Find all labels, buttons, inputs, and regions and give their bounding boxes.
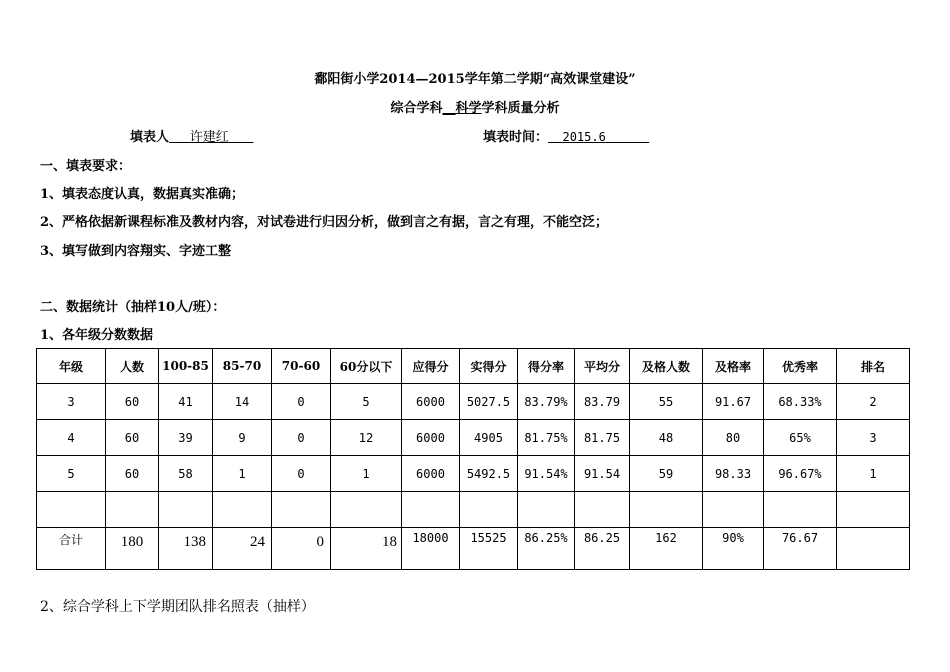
table-cell: 1 [331, 456, 402, 492]
table-cell: 76.67 [764, 528, 837, 570]
requirement-item: 2、严格依据新课程标准及教材内容，对试卷进行归因分析，做到言之有据，言之有理，不能空泛； [40, 215, 609, 230]
table-cell: 5027.5 [460, 384, 518, 420]
table-cell: 86.25 [575, 528, 630, 570]
table-cell [575, 492, 630, 528]
table-cell: 48 [630, 420, 703, 456]
table-cell: 及格率 [703, 349, 764, 384]
table-cell: 18 [331, 528, 402, 570]
table-cell: 0 [272, 456, 331, 492]
table-cell: 68.33% [764, 384, 837, 420]
table-cell: 6000 [402, 384, 460, 420]
table-cell: 81.75% [518, 420, 575, 456]
table-cell: 0 [272, 420, 331, 456]
filler-line [130, 126, 254, 145]
table-cell: 96.67% [764, 456, 837, 492]
table-cell: 3 [37, 384, 106, 420]
table-cell: 59 [630, 456, 703, 492]
table-cell: 90% [703, 528, 764, 570]
table-row [37, 384, 910, 420]
table-cell [518, 492, 575, 528]
document-subtitle [0, 97, 950, 116]
table-cell: 5492.5 [460, 456, 518, 492]
table-cell [460, 492, 518, 528]
table-cell: 65% [764, 420, 837, 456]
grade-score-table [36, 348, 910, 570]
subtitle-suffix: 学科质量分析 [481, 101, 560, 116]
document-title: 鄱阳街小学2014—2015学年第二学期“高效课堂建设” [314, 72, 636, 87]
table-cell: 2 [837, 384, 910, 420]
table-cell: 12 [331, 420, 402, 456]
table-cell [837, 528, 910, 570]
table-row [37, 492, 910, 528]
table-cell: 得分率 [518, 349, 575, 384]
table-cell [764, 492, 837, 528]
table-row [37, 420, 910, 456]
table-cell: 180 [106, 528, 159, 570]
table-cell [272, 492, 331, 528]
table-cell [630, 492, 703, 528]
table-cell: 15525 [460, 528, 518, 570]
table-cell: 人数 [106, 349, 159, 384]
filler-label: 填表人 [130, 130, 170, 145]
table-cell: 合计 [37, 528, 106, 570]
table-cell: 14 [213, 384, 272, 420]
fill-time-value: 2015.6 [562, 130, 606, 144]
table-cell: 应得分 [402, 349, 460, 384]
table-cell: 年级 [37, 349, 106, 384]
table-cell: 3 [837, 420, 910, 456]
table-cell: 91.54 [575, 456, 630, 492]
filler-name: 许建红 [189, 130, 229, 145]
table-cell [213, 492, 272, 528]
table-cell: 6000 [402, 420, 460, 456]
table-cell: 18000 [402, 528, 460, 570]
table-cell: 及格人数 [630, 349, 703, 384]
table-cell: 41 [159, 384, 213, 420]
table-cell: 83.79% [518, 384, 575, 420]
table-cell: 60 [106, 384, 159, 420]
table-cell: 平均分 [575, 349, 630, 384]
table-cell: 91.54% [518, 456, 575, 492]
subtitle-subject: __科学 [442, 101, 482, 116]
requirements-heading: 一、填表要求： [40, 159, 132, 174]
table-cell [331, 492, 402, 528]
table-cell: 55 [630, 384, 703, 420]
table-header-row [37, 349, 910, 384]
table-cell [402, 492, 460, 528]
table-cell: 138 [159, 528, 213, 570]
table-cell: 39 [159, 420, 213, 456]
table-cell [703, 492, 764, 528]
table-total-row [37, 528, 910, 570]
table-cell: 5 [331, 384, 402, 420]
table-cell [37, 492, 106, 528]
table-cell [106, 492, 159, 528]
table-cell: 60 [106, 420, 159, 456]
table-cell: 1 [837, 456, 910, 492]
table-cell: 86.25% [518, 528, 575, 570]
table-cell: 4905 [460, 420, 518, 456]
table-cell: 实得分 [460, 349, 518, 384]
section2-heading: 2、综合学科上下学期团队排名照表（抽样） [40, 599, 315, 615]
table-cell: 6000 [402, 456, 460, 492]
table-cell [837, 492, 910, 528]
subtitle-prefix: 综合学科 [390, 101, 443, 116]
table-cell: 100-85 [159, 349, 213, 384]
table-cell: 162 [630, 528, 703, 570]
requirement-item: 1、填表态度认真，数据真实准确； [40, 187, 245, 202]
fill-time-line [483, 126, 649, 145]
table-cell: 98.33 [703, 456, 764, 492]
table-cell: 24 [213, 528, 272, 570]
table-cell: 83.79 [575, 384, 630, 420]
table-cell: 9 [213, 420, 272, 456]
table-row [37, 456, 910, 492]
table-cell: 0 [272, 528, 331, 570]
table-cell: 优秀率 [764, 349, 837, 384]
table-cell: 60 [106, 456, 159, 492]
table-cell: 1 [213, 456, 272, 492]
stats-heading: 二、数据统计（抽样10人/班）： [40, 300, 226, 315]
fill-time-label: 填表时间： [483, 130, 549, 145]
stats-subheading: 1、各年级分数数据 [40, 328, 154, 343]
table-cell: 81.75 [575, 420, 630, 456]
table-cell: 91.67 [703, 384, 764, 420]
table-cell: 80 [703, 420, 764, 456]
table-cell: 85-70 [213, 349, 272, 384]
table-cell: 0 [272, 384, 331, 420]
table-cell: 58 [159, 456, 213, 492]
table-cell [159, 492, 213, 528]
table-cell: 70-60 [272, 349, 331, 384]
table-cell: 排名 [837, 349, 910, 384]
table-cell: 5 [37, 456, 106, 492]
table-cell: 60分以下 [331, 349, 402, 384]
requirement-item: 3、填写做到内容翔实、字迹工整 [40, 244, 232, 259]
table-cell: 4 [37, 420, 106, 456]
